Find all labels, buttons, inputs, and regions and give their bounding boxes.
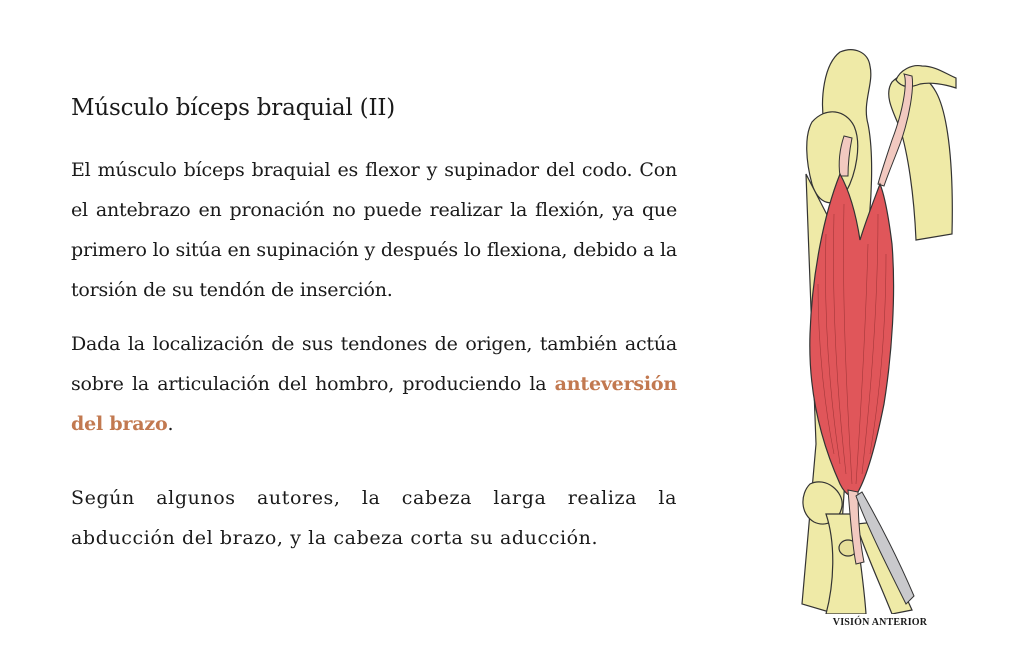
anteversion-link[interactable]: anteversión del brazo (71, 373, 677, 435)
paragraph-shoulder-text: Dada la localización de sus tendones de origen, también actúa sobre la articulación del hombro, produciendo la (71, 333, 677, 395)
paragraph-shoulder-end: . (167, 413, 174, 435)
article (71, 88, 677, 572)
figure-caption: VISIÓN ANTERIOR (832, 617, 928, 628)
page-title: Músculo bíceps braquial (II) (71, 95, 396, 121)
paragraph-shoulder (71, 324, 677, 444)
biceps-illustration (796, 44, 960, 614)
paragraph-authors: Según algunos autores, la cabeza larga realiza la abducción del brazo, y la cabeza corta su aducción. (71, 487, 677, 549)
paragraph-function: El músculo bíceps braquial es flexor y supinador del codo. Con el antebrazo en pronación no puede realizar la flexión, ya que primero lo sitúa en supinación y después lo flexiona, debido a la torsión de su tendón de inserción. (71, 159, 677, 301)
